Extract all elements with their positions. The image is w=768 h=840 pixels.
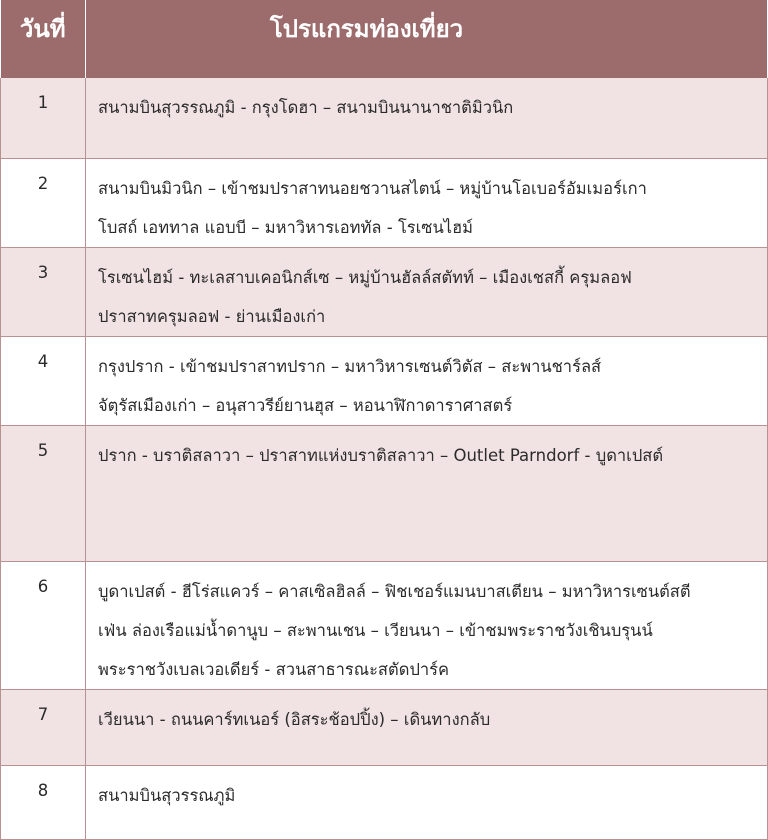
program-line: เวียนนา - ถนนคาร์ทเนอร์ (อิสระช้อปปิ้ง) – เดินทางกลับ xyxy=(98,709,491,729)
header-program: โปรแกรมท่องเที่ยว xyxy=(86,0,768,78)
table-row xyxy=(1,247,768,336)
header-day: วันที่ xyxy=(1,0,86,78)
program-line: โรเซนไฮม์ - ทะเลสาบเคอนิกส์เซ – หมู่บ้านฮัลล์สตัทท์ – เมืองเชสกี้ ครุมลอฟ xyxy=(98,267,632,287)
program-line: โบสถ์ เอททาล แอบบี – มหาวิหารเอททัล - โรเซนไฮม์ xyxy=(98,217,474,237)
table-row xyxy=(1,561,768,689)
program-line: กรุงปราก - เข้าชมปราสาทปราก – มหาวิหารเซนต์วิตัส – สะพานชาร์ลส์ xyxy=(98,356,602,376)
day-number: 4 xyxy=(1,336,86,425)
day-number: 7 xyxy=(1,689,86,765)
program-cell xyxy=(86,561,768,689)
table-row xyxy=(1,336,768,425)
program-line: บูดาเปสต์ - ฮีโร่สแควร์ – คาสเซิลฮิลล์ – ฟิชเชอร์แมนบาสเตียน – มหาวิหารเซนต์สตี xyxy=(98,581,691,601)
table-row xyxy=(1,425,768,561)
program-cell xyxy=(86,158,768,247)
program-line: สนามบินสุวรรณภูมิ - กรุงโดฮา – สนามบินนานาชาติมิวนิก xyxy=(98,98,514,117)
table-row xyxy=(1,78,768,158)
day-number: 1 xyxy=(1,78,86,158)
program-cell xyxy=(86,78,768,158)
program-line: ปราสาทครุมลอฟ - ย่านเมืองเก่า xyxy=(98,306,326,326)
program-line: จัตุรัสเมืองเก่า – อนุสาวรีย์ยานฮุส – หอนาฬิกาดาราศาสตร์ xyxy=(98,395,513,415)
program-cell xyxy=(86,247,768,336)
program-cell xyxy=(86,765,768,839)
program-cell xyxy=(86,689,768,765)
program-line: สนามบินมิวนิก – เข้าชมปราสาทนอยชวานสไตน์ – หมู่บ้านโอเบอร์อัมเมอร์เกา xyxy=(98,178,647,198)
program-line: ปราก - บราติสลาวา – ปราสาทแห่งบราติสลาวา – Outlet Parndorf - บูดาเปสต์ xyxy=(98,445,664,465)
day-number: 2 xyxy=(1,158,86,247)
day-number: 3 xyxy=(1,247,86,336)
program-line: สนามบินสุวรรณภูมิ xyxy=(98,785,236,805)
table-row xyxy=(1,158,768,247)
program-line: พระราชวังเบลเวอเดียร์ - สวนสาธารณะสตัดปาร์ค xyxy=(98,659,450,679)
day-number: 6 xyxy=(1,561,86,689)
day-number: 5 xyxy=(1,425,86,561)
table-row xyxy=(1,689,768,765)
program-line: เฟ่น ล่องเรือแม่น้ำดานูบ – สะพานเชน – เวียนนา – เข้าชมพระราชวังเชินบรุนน์ xyxy=(98,620,653,640)
program-cell xyxy=(86,425,768,561)
day-number: 8 xyxy=(1,765,86,839)
table-row xyxy=(1,765,768,839)
header-row xyxy=(1,0,768,78)
program-cell xyxy=(86,336,768,425)
